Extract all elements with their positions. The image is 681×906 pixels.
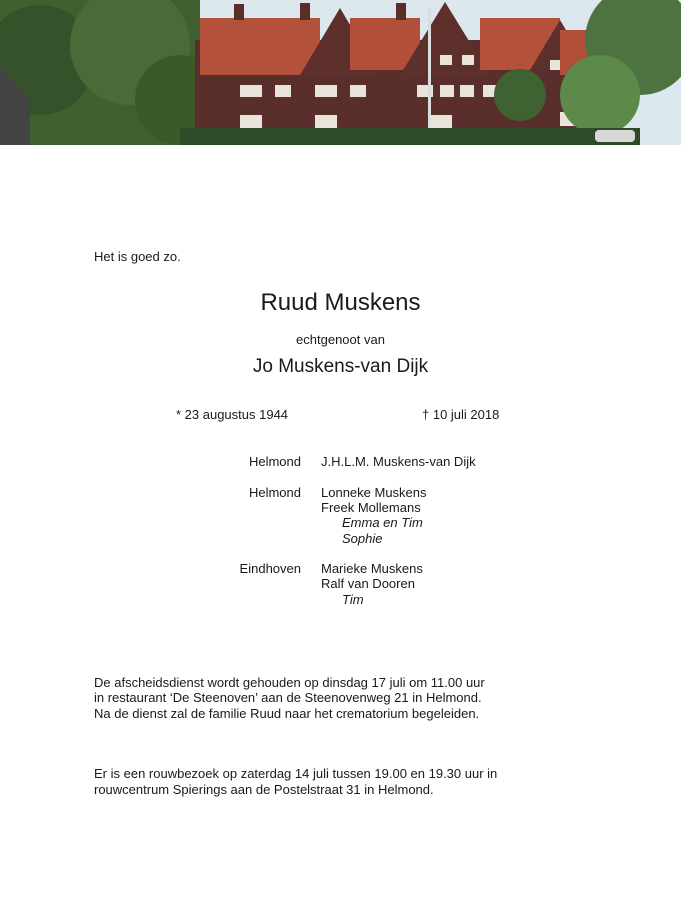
family-member: Ralf van Dooren — [321, 576, 415, 591]
family-member: Lonneke Muskens — [321, 485, 427, 500]
grandchild: Sophie — [342, 531, 383, 546]
death-date: † 10 juli 2018 — [422, 407, 500, 422]
grandchild: Emma en Tim — [342, 515, 423, 530]
service-line: Na de dienst zal de familie Ruud naar het crematorium begeleiden. — [94, 706, 480, 721]
grandchild: Tim — [342, 592, 364, 607]
family-member: Freek Mollemans — [321, 500, 421, 515]
spouse-name: Jo Muskens-van Dijk — [252, 356, 429, 377]
family-member: J.H.L.M. Muskens-van Dijk — [321, 454, 476, 469]
family-member: Marieke Muskens — [321, 561, 423, 576]
header-photo — [0, 0, 681, 145]
street-photo-icon — [0, 0, 681, 145]
service-line: De afscheidsdienst wordt gehouden op dinsdag 17 juli om 11.00 uur — [94, 675, 485, 690]
service-line: in restaurant ‘De Steenoven’ aan de Steenovenweg 21 in Helmond. — [94, 690, 482, 705]
family-place: Helmond — [248, 454, 301, 469]
visitation-line: rouwcentrum Spierings aan de Postelstraat 31 in Helmond. — [94, 782, 434, 797]
family-place: Eindhoven — [239, 561, 301, 576]
opening-line: Het is goed zo. — [94, 249, 181, 264]
spouse-label: echtgenoot van — [296, 332, 385, 347]
deceased-name: Ruud Muskens — [260, 289, 421, 316]
visitation-line: Er is een rouwbezoek op zaterdag 14 juli tussen 19.00 en 19.30 uur in — [94, 766, 498, 781]
family-place: Helmond — [248, 485, 301, 500]
birth-date: * 23 augustus 1944 — [176, 407, 289, 422]
